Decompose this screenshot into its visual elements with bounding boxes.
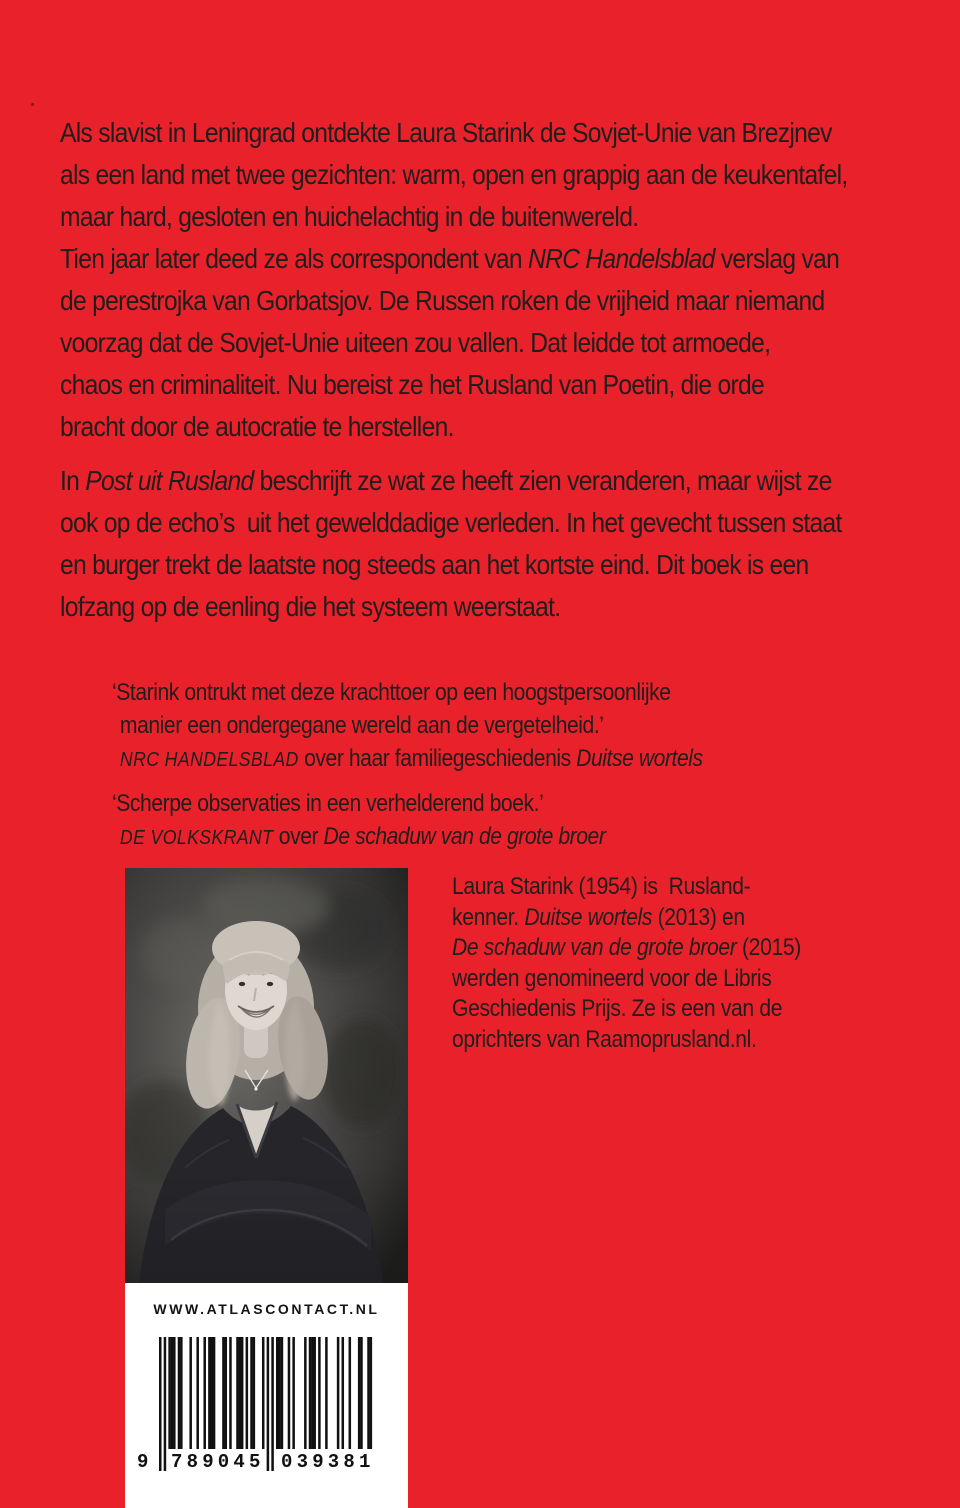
dust-speck	[31, 103, 34, 106]
hair-fringe	[212, 921, 300, 984]
author-bio: Laura Starink (1954) is Rusland- kenner. Duitse wortels (2013) en De schaduw van de grote broer (2015) werden genomineerd voor de Libris Geschiedenis Prijs. Ze is een van de oprichters van Raamoprusland.nl.	[452, 873, 801, 1053]
quote-attribution: NRC HANDELSBLAD over haar familiegeschiedenis Duitse wortels	[119, 745, 703, 772]
quote-text: ‘Scherpe observaties in een verhelderend boek.’	[112, 790, 544, 817]
blurb-paragraph: Als slavist in Leningrad ontdekte Laura Starink de Sovjet-Unie van Brezjnev als een land met twee gezichten: warm, open en grappig aan de keukentafel, maar hard, gesloten en huichelachtig in de buitenwereld.	[60, 117, 848, 232]
blurb-paragraph: In Post uit Rusland beschrijft ze wat ze heeft zien veranderen, maar wijst ze ook op de echo’s uit het gewelddadige verleden. In het gevecht tussen staat en burger trekt de laatste nog steeds aan het kortste eind. Dit boek is een lofzang op de eenling die het systeem weerstaat.	[60, 465, 842, 622]
quote-attribution: DE VOLKSKRANT over De schaduw van de grote broer	[119, 823, 606, 850]
barcode-digit-group: 039381	[281, 1451, 375, 1473]
barcode-digit-group: 9	[137, 1451, 149, 1473]
press-quotes	[112, 676, 703, 855]
press-quote	[112, 787, 703, 855]
publisher-url: WWW.ATLASCONTACT.NL	[153, 1301, 380, 1317]
footer-panel	[125, 1283, 408, 1508]
barcode-digit-group: 789045	[171, 1451, 265, 1473]
author-photo	[125, 868, 408, 1283]
press-quote	[112, 676, 703, 777]
back-cover-blurb	[60, 112, 848, 628]
quote-text: ‘Starink ontrukt met deze krachttoer op een hoogstpersoonlijke manier een ondergegane wereld aan de vergetelheid.’	[112, 679, 671, 739]
blurb-paragraph: Tien jaar later deed ze als correspondent van NRC Handelsblad verslag van de perestrojka van Gorbatsjov. De Russen roken de vrijheid maar niemand voorzag dat de Sovjet-Unie uiteen zou vallen. Dat leidde tot armoede, chaos en criminaliteit. Nu bereist ze het Rusland van Poetin, die orde bracht door de autocratie te herstellen.	[60, 243, 840, 442]
bottom-shadow	[125, 1168, 408, 1283]
